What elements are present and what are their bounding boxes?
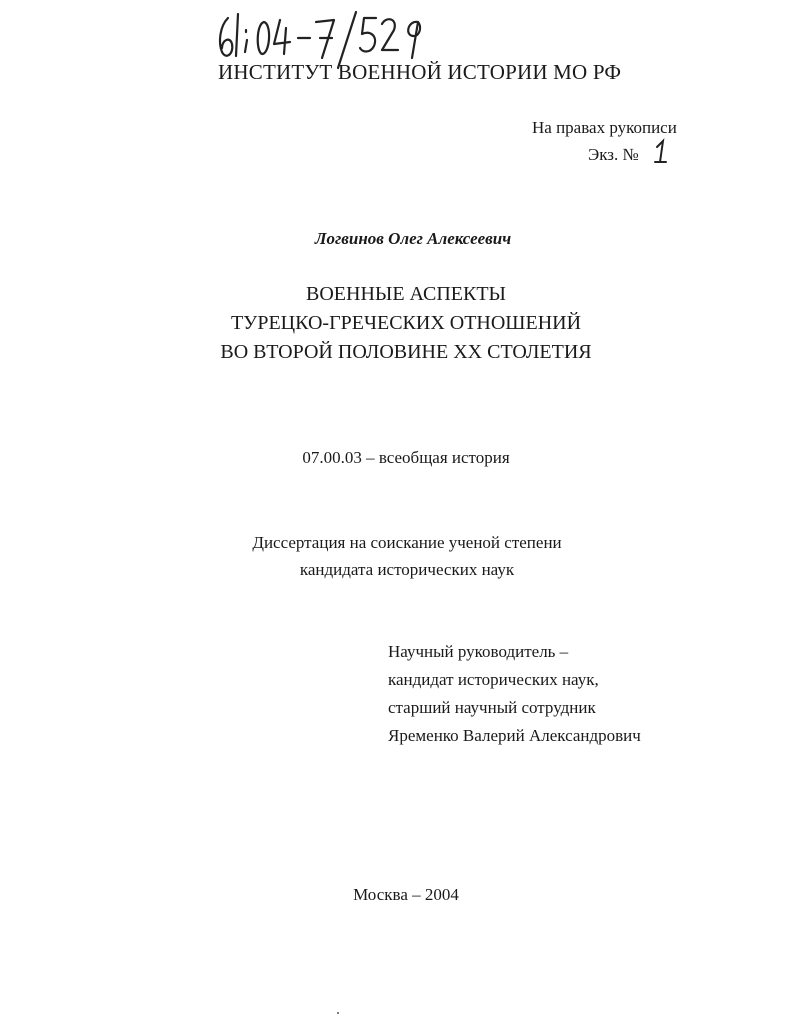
advisor-line: Яременко Валерий Александрович bbox=[388, 726, 641, 745]
advisor-line: старший научный сотрудник bbox=[388, 698, 596, 717]
specialty-code: 07.00.03 – всеобщая история bbox=[302, 448, 510, 467]
degree-line: кандидата исторических наук bbox=[299, 560, 515, 579]
author-name: Логвинов Олег Алексеевич bbox=[314, 229, 512, 248]
copy-label: Экз. № bbox=[588, 145, 639, 164]
title-line: ВОЕННЫЕ АСПЕКТЫ bbox=[306, 283, 506, 305]
advisor-line: кандидат исторических наук, bbox=[388, 670, 599, 689]
copy-number-handwritten bbox=[652, 138, 670, 166]
scientific-advisor bbox=[388, 638, 641, 750]
manuscript-rights: На правах рукописи bbox=[532, 118, 677, 137]
dissertation-title bbox=[0, 280, 796, 367]
city-year: Москва – 2004 bbox=[353, 885, 459, 904]
scan-speck bbox=[337, 1012, 339, 1014]
institute-name: ИНСТИТУТ ВОЕННОЙ ИСТОРИИ МО РФ bbox=[218, 60, 622, 84]
title-line: ТУРЕЦКО-ГРЕЧЕСКИХ ОТНОШЕНИЙ bbox=[230, 312, 582, 334]
degree-statement bbox=[0, 529, 796, 583]
advisor-line: Научный руководитель – bbox=[388, 642, 569, 661]
title-line: ВО ВТОРОЙ ПОЛОВИНЕ XX СТОЛЕТИЯ bbox=[220, 341, 592, 363]
degree-line: Диссертация на соискание ученой степени bbox=[252, 533, 562, 552]
